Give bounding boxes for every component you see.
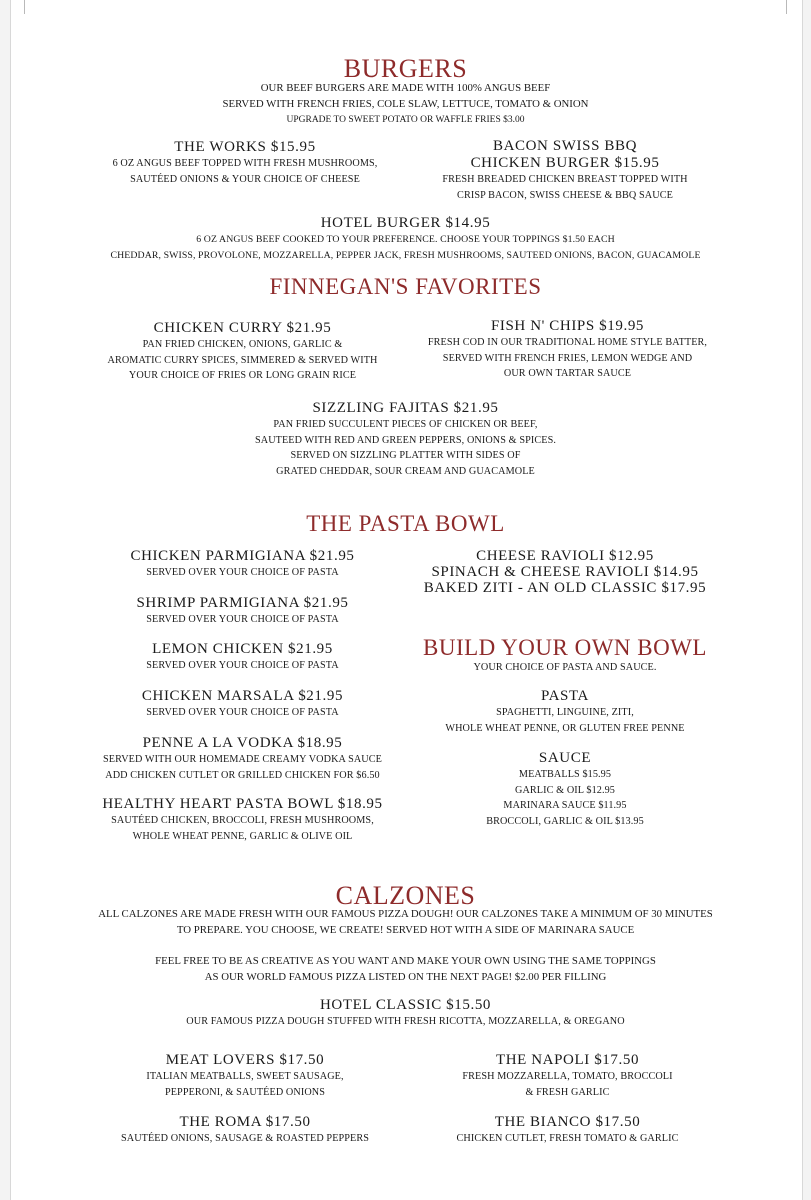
section-title-burgers: BURGERS [343,54,468,83]
menu-item-fish-n-chips [410,318,725,382]
calzones-intro-line: ALL CALZONES ARE MADE FRESH WITH OUR FAMOUS PIZZA DOUGH! OUR CALZONES TAKE A MINIMUM OF 30 MINUTES [98,908,713,920]
item-description [0,417,811,479]
section-title-pasta-bowl: THE PASTA BOWL [306,511,505,536]
item-title: SHRIMP PARMIGIANA $21.95 [136,595,349,611]
item-description: SERVED OVER YOUR CHOICE OF PASTA [146,614,339,625]
calzones-intro [0,906,811,938]
item-title-line: CHICKEN BURGER $15.95 [470,155,660,171]
burgers-intro-line: SERVED WITH FRENCH FRIES, COLE SLAW, LETTUCE, TOMATO & ONION [222,98,589,110]
menu-item-meat-lovers [95,1052,395,1100]
item-description [95,156,395,187]
menu-item-bacon-swiss-bbq [415,138,715,203]
burgers-intro-line: UPGRADE TO SWEET POTATO OR WAFFLE FRIES $3.00 [286,115,525,125]
desc-line: PAN FRIED CHICKEN, ONIONS, GARLIC & [142,339,343,350]
desc-line: 6 OZ ANGUS BEEF TOPPED WITH FRESH MUSHROOMS, [112,158,378,169]
desc-line: SAUTÉED ONIONS & YOUR CHOICE OF CHEESE [130,173,360,185]
sauce-options-title: SAUCE [538,750,592,766]
item-description [85,813,400,844]
item-title: CHICKEN MARSALA $21.95 [141,688,344,704]
item-title: MEAT LOVERS $17.50 [165,1052,325,1068]
desc-line: ADD CHICKEN CUTLET OR GRILLED CHICKEN FOR $6.50 [105,769,380,781]
burgers-intro [0,80,811,128]
desc-line: AROMATIC CURRY SPICES, SIMMERED & SERVED WITH [107,354,378,366]
item-title-line: BACON SWISS BBQ [492,138,638,154]
desc-line: & FRESH GARLIC [525,1086,610,1098]
desc-line: FRESH MOZZARELLA, TOMATO, BROCCOLI [462,1071,673,1082]
menu-item-healthy-heart [85,796,400,844]
desc-line: FRESH COD IN OUR TRADITIONAL HOME STYLE BATTER, [427,337,708,348]
item-title: HOTEL CLASSIC $15.50 [319,997,492,1013]
desc-line: SAUTEED WITH RED AND GREEN PEPPERS, ONIONS & SPICES. [254,434,557,446]
menu-item-hotel-classic [0,997,811,1030]
item-description: SERVED OVER YOUR CHOICE OF PASTA [146,707,339,718]
item-title: PENNE A LA VODKA $18.95 [142,735,343,751]
item-description: OUR FAMOUS PIZZA DOUGH STUFFED WITH FRESH RICOTTA, MOZZARELLA, & OREGANO [186,1016,625,1027]
item-title: THE NAPOLI $17.50 [495,1052,640,1068]
item-title: THE BIANCO $17.50 [494,1114,641,1130]
build-pasta-block [405,688,725,736]
item-description [95,1069,395,1100]
item-title: HOTEL BURGER $14.95 [320,215,491,231]
section-title-favorites: FINNEGAN'S FAVORITES [269,274,542,299]
desc-line: GRATED CHEDDAR, SOUR CREAM AND GUACAMOLE [276,465,535,477]
desc-line: CHEDDAR, SWISS, PROVOLONE, MOZZARELLA, PEPPER JACK, FRESH MUSHROOMS, SAUTEED ONIONS, BACON, GUACAMOLE [110,249,701,261]
desc-line: SERVED WITH OUR HOMEMADE CREAMY VODKA SAUCE [103,754,382,765]
section-title-build-your-own: BUILD YOUR OWN BOWL [423,635,707,660]
menu-item-chicken-marsala [85,688,400,721]
item-description: CHICKEN CUTLET, FRESH TOMATO & GARLIC [456,1133,679,1144]
item-description: SERVED OVER YOUR CHOICE OF PASTA [146,567,339,578]
menu-item-chicken-curry [85,320,400,384]
menu-item-the-roma [95,1114,395,1147]
item-description [85,752,400,783]
desc-line: SERVED WITH FRENCH FRIES, LEMON WEDGE AND [442,352,693,364]
menu-item-hotel-burger [0,215,811,263]
item-title: SIZZLING FAJITAS $21.95 [312,400,499,416]
menu-item-the-bianco [415,1114,720,1147]
pasta-right-column [405,548,725,596]
menu-item-lemon-chicken [85,641,400,674]
section-title-calzones: CALZONES [335,881,476,910]
desc-line: OUR OWN TARTAR SAUCE [503,368,632,379]
pasta-options-description [405,705,725,736]
menu-item-spinach-cheese-ravioli: SPINACH & CHEESE RAVIOLI $14.95 [431,564,699,580]
menu-item-the-works [95,139,395,187]
desc-line: SAUTÉED CHICKEN, BROCCOLI, FRESH MUSHROOMS, [111,815,374,826]
item-description [415,1069,720,1100]
menu-item-penne-a-la-vodka [85,735,400,783]
desc-line: WHOLE WHEAT PENNE, OR GLUTEN FREE PENNE [445,722,685,734]
sauce-line: MEATBALLS $15.95 [518,769,612,780]
item-description [415,172,715,203]
menu-item-cheese-ravioli: CHEESE RAVIOLI $12.95 [476,548,654,564]
calzones-intro-line: TO PREPARE. YOU CHOOSE, WE CREATE! SERVED HOT WITH A SIDE OF MARINARA SAUCE [176,924,635,936]
desc-line: SPAGHETTI, LINGUINE, ZITI, [496,707,634,718]
item-description [0,232,811,263]
desc-line: WHOLE WHEAT PENNE, GARLIC & OLIVE OIL [132,830,353,842]
item-title: LEMON CHICKEN $21.95 [152,641,333,657]
pasta-options-title: PASTA [541,688,589,704]
item-title: CHICKEN PARMIGIANA $21.95 [130,548,355,564]
desc-line: YOUR CHOICE OF FRIES OR LONG GRAIN RICE [128,370,357,381]
desc-line: FRESH BREADED CHICKEN BREAST TOPPED WITH [442,174,688,185]
item-description [410,335,725,382]
menu-item-the-napoli [415,1052,720,1100]
item-description: SERVED OVER YOUR CHOICE OF PASTA [146,660,339,671]
item-title: THE ROMA $17.50 [179,1114,311,1130]
build-sauce-block [405,750,725,829]
menu-item-chicken-parmigiana [85,548,400,581]
item-description [85,337,400,384]
desc-line: PAN FRIED SUCCULENT PIECES OF CHICKEN OR BEEF, [273,419,538,430]
desc-line: 6 OZ ANGUS BEEF COOKED TO YOUR PREFERENCE. CHOOSE YOUR TOPPINGS $1.50 EACH [196,234,615,245]
item-title: FISH N' CHIPS $19.95 [490,318,645,334]
menu-item-sizzling-fajitas [0,400,811,479]
desc-line: PEPPERONI, & SAUTÉED ONIONS [164,1086,326,1098]
desc-line: SERVED ON SIZZLING PLATTER WITH SIDES OF [290,450,521,461]
item-title: HEALTHY HEART PASTA BOWL $18.95 [102,796,383,812]
burgers-intro-line: OUR BEEF BURGERS ARE MADE WITH 100% ANGUS BEEF [260,82,551,94]
desc-line: CRISP BACON, SWISS CHEESE & BBQ SAUCE [457,189,673,201]
page-corner-mark-left [10,0,25,14]
sauce-line: BROCCOLI, GARLIC & OIL $13.95 [486,815,644,827]
item-title: THE WORKS $15.95 [174,139,316,155]
page-corner-mark-right [786,0,801,14]
sauce-line: GARLIC & OIL $12.95 [515,784,615,796]
desc-line: ITALIAN MEATBALLS, SWEET SAUSAGE, [146,1071,344,1082]
menu-item-shrimp-parmigiana [85,595,400,628]
calzones-custom-note [0,953,811,985]
menu-item-baked-ziti: BAKED ZITI - AN OLD CLASSIC $17.95 [423,580,707,596]
sauce-options-list [405,767,725,829]
build-intro: YOUR CHOICE OF PASTA AND SAUCE. [473,662,657,673]
calzones-note-line: FEEL FREE TO BE AS CREATIVE AS YOU WANT AND MAKE YOUR OWN USING THE SAME TOPPINGS [155,955,656,967]
item-description: SAUTÉED ONIONS, SAUSAGE & ROASTED PEPPERS [120,1133,370,1144]
item-title: CHICKEN CURRY $21.95 [153,320,332,336]
calzones-note-line: AS OUR WORLD FAMOUS PIZZA LISTED ON THE NEXT PAGE! $2.00 PER FILLING [204,971,607,983]
sauce-line: MARINARA SAUCE $11.95 [503,800,627,811]
